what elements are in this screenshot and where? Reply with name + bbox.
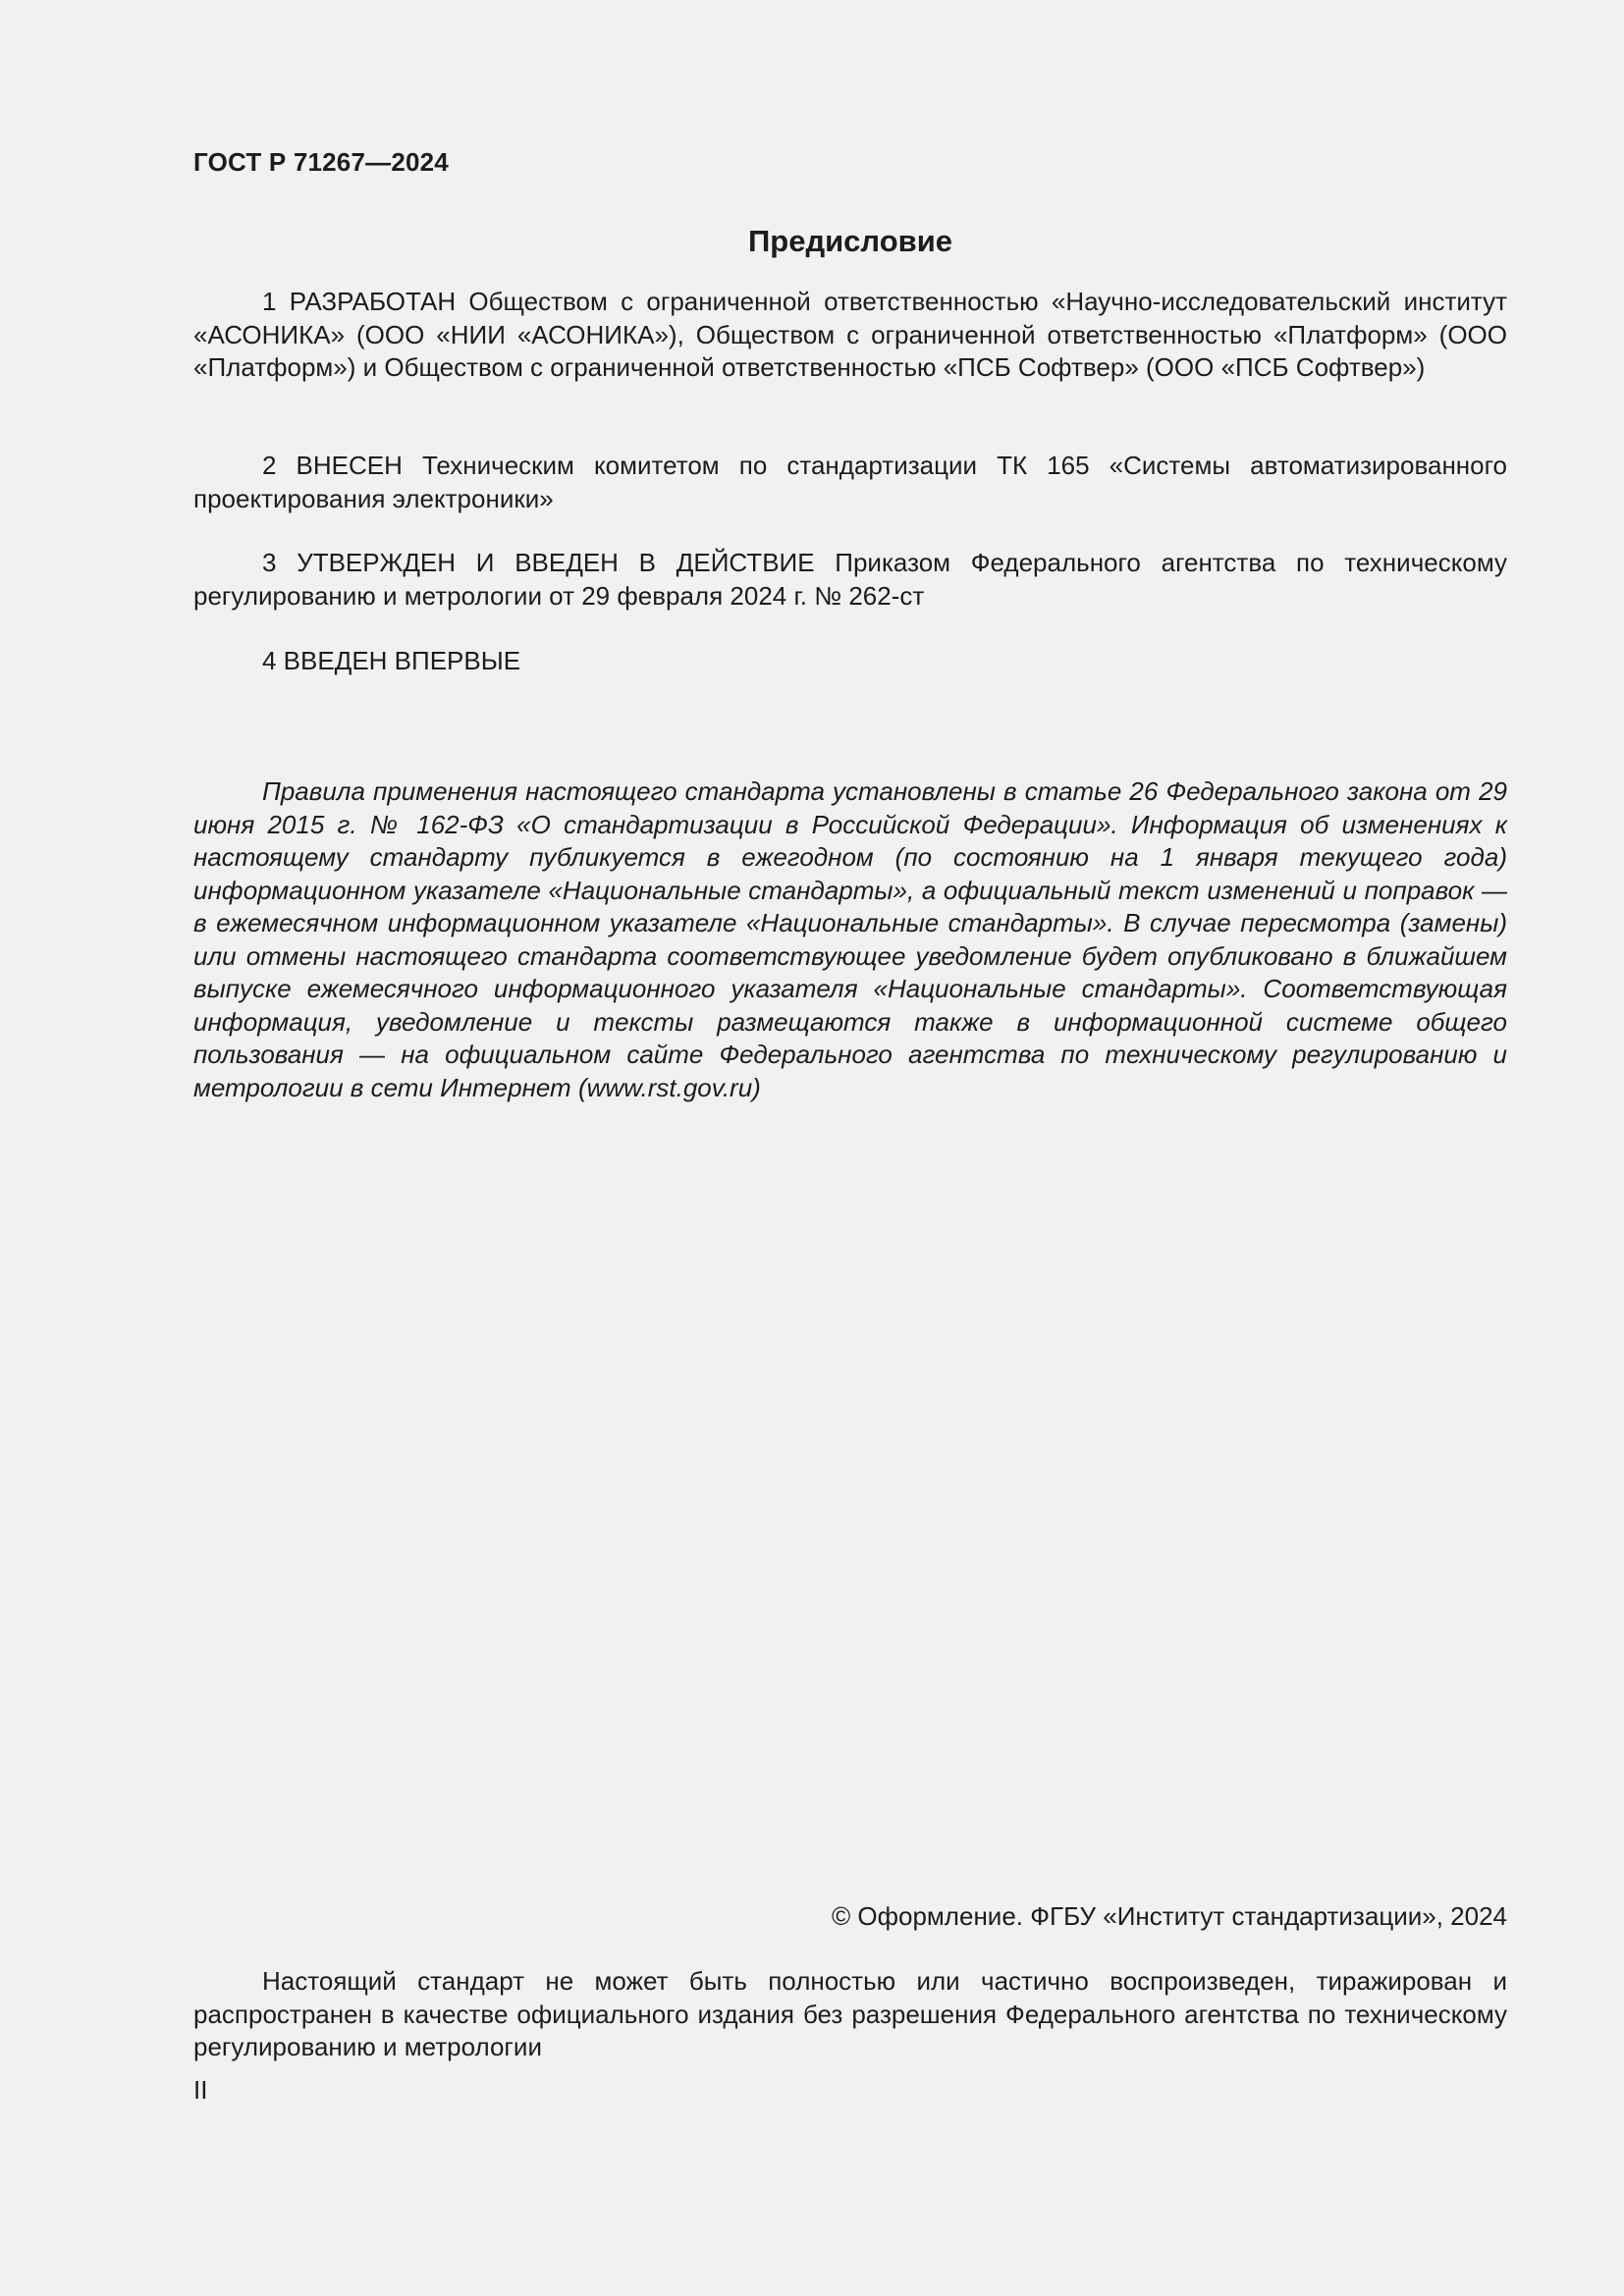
preface-title: Предисловие xyxy=(747,224,952,258)
document-code: ГОСТ Р 71267—2024 xyxy=(193,147,449,177)
application-rules-note: Правила применения настоящего стандарта установлены в статье 26 Федерального закона от 29 июня 2015 г. № 162-ФЗ «О стандартизации в Российской Федерации». Информация об изменениях к настоящему стандарту публикуется в ежегодном (по состоянию на 1 января текущего года) информационном указателе «Национальные стандарты», а официальный текст изменений и поправок — в ежемесячном информационном указателе «Национальные стандарты». В случае пересмотра (замены) или отмены настоящего стандарта соответствующее уведомление будет опубликовано в ближайшем выпуске ежемесячного информационного указателя «Национальные стандарты». Соответствующая информация, уведомление и тексты размещаются также в информационной системе общего пользования — на официальном сайте Федерального агентства по техническому регулированию и метрологии в сети Интернет (www.rst.gov.ru) xyxy=(193,776,1507,1102)
reproduction-notice: Настоящий стандарт не может быть полностью или частично воспроизведен, тиражирован и распространен в качестве официального издания без разрешения Федерального агентства по техническому регулированию и метрологии xyxy=(193,1966,1507,2061)
preface-item-submitted: 2 ВНЕСЕН Техническим комитетом по стандартизации ТК 165 «Системы автоматизированного проектирования электроники» xyxy=(193,451,1507,513)
preface-item-approved: 3 УТВЕРЖДЕН И ВВЕДЕН В ДЕЙСТВИЕ Приказом Федерального агентства по техническому регулированию и метрологии от 29 февраля 2024 г. № 262-ст xyxy=(193,548,1507,611)
preface-item-introduced: 4 ВВЕДЕН ВПЕРВЫЕ xyxy=(262,646,521,675)
copyright-line: © Оформление. ФГБУ «Институт стандартизации», 2024 xyxy=(832,1901,1507,1931)
preface-item-developed: 1 РАЗРАБОТАН Обществом с ограниченной ответственностью «Научно-исследовательский институт «АСОНИКА» (ООО «НИИ «АСОНИКА»), Обществом с ограниченной ответственностью «Платформ» (ООО «Платформ») и Обществом с ограниченной ответственностью «ПСБ Софтвер» (ООО «ПСБ Софтвер») xyxy=(193,287,1507,382)
page-number: II xyxy=(193,2075,208,2105)
